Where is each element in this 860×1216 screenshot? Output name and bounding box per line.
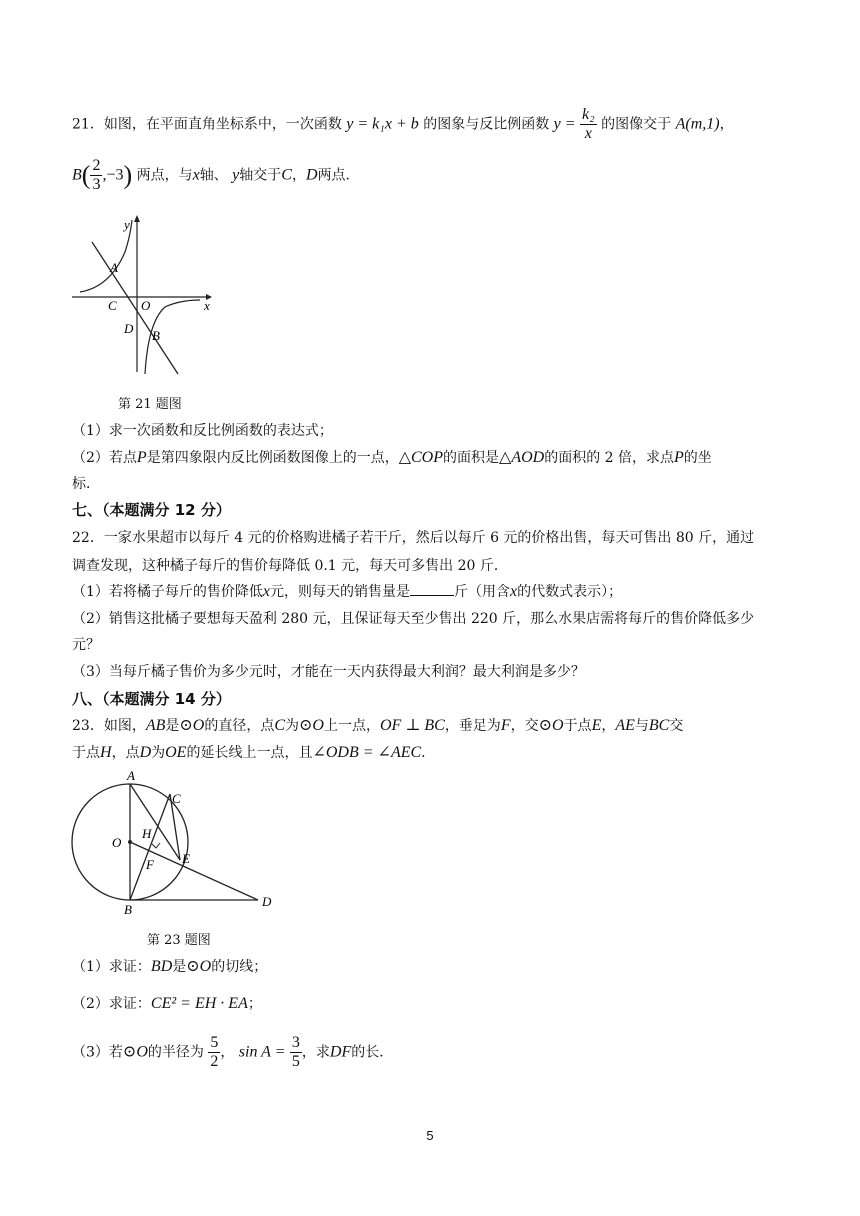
math-y: y = bbox=[553, 115, 576, 133]
q22-part1: （1）若将橘子每斤的售价降低x元，则每天的销售量是 斤（用含x的代数式表示）； bbox=[72, 583, 623, 600]
q22-part3: （3）当每斤橘子售价为多少元时，才能在一天内获得最大利润？最大利润是多少？ bbox=[72, 664, 585, 680]
fig23-label-a: A bbox=[127, 770, 135, 783]
q23-part3: （3）若⊙O的半径为 $\frac{5}{2}$ ， sin A = $\frac{3}{5}$ ，求DF的长． bbox=[72, 1034, 394, 1070]
page-number: 5 bbox=[426, 1128, 434, 1143]
math-point-b: B bbox=[72, 166, 82, 184]
figure-21 bbox=[70, 212, 220, 380]
math-frac-k2x: $\frac{\text{k₂}}{x}$ bbox=[582, 106, 595, 142]
fig21-label-x: x bbox=[204, 298, 210, 313]
fig23-caption: 第 23 题图 bbox=[147, 933, 211, 948]
q21-part1: （1）求一次函数和反比例函数的表达式； bbox=[72, 423, 333, 439]
fig21-label-d: D bbox=[124, 321, 134, 336]
q23-part1: （1）求证：BD是⊙O的切线； bbox=[72, 958, 268, 975]
math-linear: y = k₁x + b bbox=[346, 115, 419, 133]
math-point-a: A(m,1) bbox=[675, 115, 720, 133]
fig23-label-f: F bbox=[146, 857, 154, 872]
section-7-title: 七、（本题满分 12 分） bbox=[72, 501, 231, 519]
fig21-label-y: y bbox=[124, 217, 130, 232]
q21-text: 的图像交于 bbox=[601, 116, 672, 133]
q21-part2-cont: 标． bbox=[72, 476, 100, 492]
math-frac-5-2: $\frac{5}{2}$ bbox=[210, 1034, 219, 1070]
q23-part2: （2）求证：CE² = EH · EA； bbox=[72, 995, 262, 1012]
fig23-label-c: C bbox=[172, 791, 181, 806]
fig23-label-b: B bbox=[124, 902, 132, 917]
figure-23 bbox=[70, 770, 280, 920]
math-frac-2-3: $\frac{2}{3}$ bbox=[92, 157, 101, 193]
fig21-label-o: O bbox=[141, 298, 151, 313]
q22-line1: 22．一家水果超市以每斤 4 元的价格购进橘子若干斤，然后以每斤 6 元的价格出售，每天可售出 80 斤，通过 bbox=[72, 530, 755, 546]
answer-blank bbox=[410, 581, 454, 596]
fig23-label-d: D bbox=[262, 894, 272, 909]
q22-part2-line1: （2）销售这批橘子要想每天盈利 280 元，且保证每天至少售出 220 斤，那么水果店需将每斤的售价降低多少 bbox=[72, 611, 755, 627]
math-frac-3-5: $\frac{3}{5}$ bbox=[291, 1034, 300, 1070]
q22-line2: 调查发现，这种橘子每斤的售价每降低 0.1 元，每天可多售出 20 斤． bbox=[72, 558, 508, 574]
section-8-title: 八、（本题满分 14 分） bbox=[72, 690, 231, 708]
fig21-label-b: B bbox=[152, 328, 160, 343]
fig21-caption: 第 21 题图 bbox=[118, 397, 182, 412]
q21-text: 的图象与反比例函数 bbox=[423, 116, 550, 133]
q23-line1: 23．如图，AB是⊙O的直径，点C为⊙O上一点，OF ⊥ BC，垂足为F，交⊙O于点E，AE与BC交 bbox=[72, 717, 684, 734]
q21-part2: （2）若点P是第四象限内反比例函数图像上的一点，△COP的面积是△AOD的面积的 2 倍，求点P的坐 bbox=[72, 449, 712, 466]
fig21-label-a: A bbox=[110, 260, 118, 275]
q21-line1: 21．如图，在平面直角坐标系中，一次函数 y = k₁x + b 的图象与反比例函数 y = $\frac{\text{k₂}}{x}$ 的图像交于 A(m,1)， bbox=[72, 106, 734, 142]
q22-part2-line2: 元？ bbox=[72, 637, 100, 653]
fig23-label-o: O bbox=[112, 835, 122, 850]
fig23-label-h: H bbox=[142, 826, 152, 841]
fig23-label-e: E bbox=[182, 851, 190, 866]
fig21-label-c: C bbox=[108, 298, 117, 313]
q21-line2: B( $\frac{2}{3}$ ,−3) 两点，与x轴、 y轴交于C，D两点． bbox=[72, 157, 360, 193]
q21-text: 21．如图，在平面直角坐标系中，一次函数 bbox=[72, 116, 342, 133]
q23-line2: 于点H，点D为OE的延长线上一点，且∠ODB = ∠AEC． bbox=[72, 744, 436, 761]
